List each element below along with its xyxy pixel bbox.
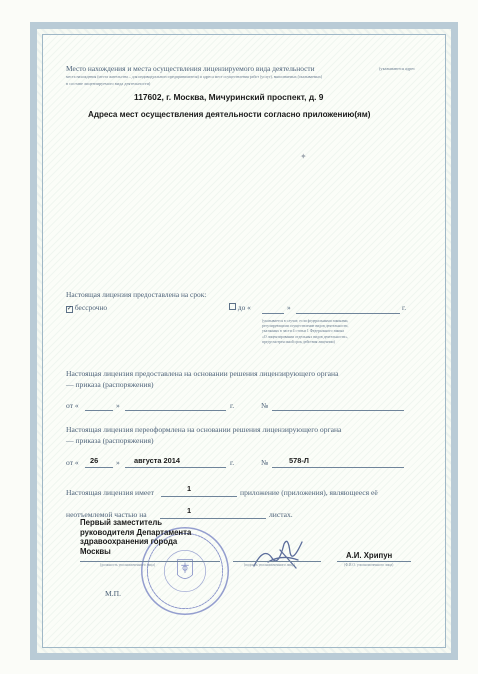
appendix-sheets-label: листах. [269, 510, 293, 519]
appendix-text-before: Настоящая лицензия имеет [66, 488, 154, 497]
reissue-number-label: № [261, 458, 269, 467]
basis-year-suffix: г. [230, 401, 235, 410]
basis-month-line [125, 410, 226, 411]
signer-position: Первый заместитель руководителя Департамента здравоохранения города Москвы [80, 518, 192, 556]
basis-number-line [272, 410, 404, 411]
basis-number-label: № [261, 401, 269, 410]
term-until-prefix: до « [237, 303, 251, 312]
small-mark-icon: ✦ [300, 152, 307, 161]
term-day-line [262, 313, 284, 314]
reissue-year-suffix: г. [230, 458, 235, 467]
appendix-text-after: приложение (приложения), являющееся её [240, 488, 378, 497]
address-value: 117602, г. Москва, Мичуринский проспект, д. 9 [134, 92, 324, 102]
location-label: Место нахождения и места осуществления лицензируемого вида деятельности [66, 64, 315, 73]
term-until-mid: » [287, 303, 291, 312]
handwritten-signature [250, 532, 310, 576]
coat-of-arms-icon [177, 560, 192, 579]
term-month-line [296, 313, 400, 314]
term-indefinite: бессрочно [74, 303, 108, 312]
reissue-day: 26 [90, 456, 99, 465]
appendix-sheets: 1 [187, 506, 192, 515]
reissue-from: от « [66, 458, 79, 467]
reissue-month-line [125, 467, 226, 468]
term-until-option [229, 303, 251, 312]
addresses-note: Адреса мест осуществления деятельности согласно приложению(ям) [88, 110, 371, 119]
reissue-quote: » [116, 458, 120, 467]
reissue-number-line [272, 467, 404, 468]
term-indefinite-option [66, 303, 107, 313]
appendix-count-line [161, 496, 237, 497]
term-until-suffix: г. [402, 303, 407, 312]
reissue-day-line [85, 467, 113, 468]
caption-position: (должность уполномоченного лица) [100, 563, 156, 567]
reissue-text-2: — приказа (распоряжения) [66, 436, 154, 445]
appendix-count: 1 [187, 484, 192, 493]
term-label: Настоящая лицензия предоставлена на срок: [66, 290, 207, 299]
signature-line [233, 561, 321, 562]
basis-from: от « [66, 401, 79, 410]
location-note-2: места нахождения (места жительства – для индивидуального предпринимателя) и адреса мест осуществления работ (услуг), выполняемых (оказываемых) [66, 75, 323, 79]
signer-name: А.И. Хрипун [346, 551, 393, 560]
reissue-month-year: августа 2014 [134, 456, 180, 465]
appendix-integral-part: неотъемлемой частью на [66, 510, 147, 519]
basis-text-1: Настоящая лицензия предоставлена на основании решения лицензирующего органа [66, 369, 339, 378]
location-note-3: в составе лицензируемого вида деятельности) [66, 81, 151, 86]
basis-text-2: — приказа (распоряжения) [66, 380, 154, 389]
caption-name: (Ф.И.О. уполномоченного лица) [344, 563, 394, 567]
reissue-number: 578-Л [289, 456, 309, 465]
checked-box-icon: ✓ [67, 306, 73, 312]
basis-day-line [85, 410, 113, 411]
position-line [80, 561, 220, 562]
stamp-place: М.П. [105, 589, 122, 598]
name-line [337, 561, 411, 562]
basis-quote: » [116, 401, 120, 410]
location-note-1: (указываются адрес [379, 66, 416, 71]
caption-signature: (подпись уполномоченного лица) [244, 563, 296, 567]
reissue-text-1: Настоящая лицензия переоформлена на основании решения лицензирующего органа [66, 425, 342, 434]
term-note: (указывается в случае, если федеральными законами, регулирующими осуществление видов деятельности, указанных в части 4 статьи 1 Федерального закона «О лицензировании отдельных видов деятельности», предусмотрен иной срок действия лицензии) [262, 319, 349, 344]
empty-box-icon [229, 303, 236, 310]
